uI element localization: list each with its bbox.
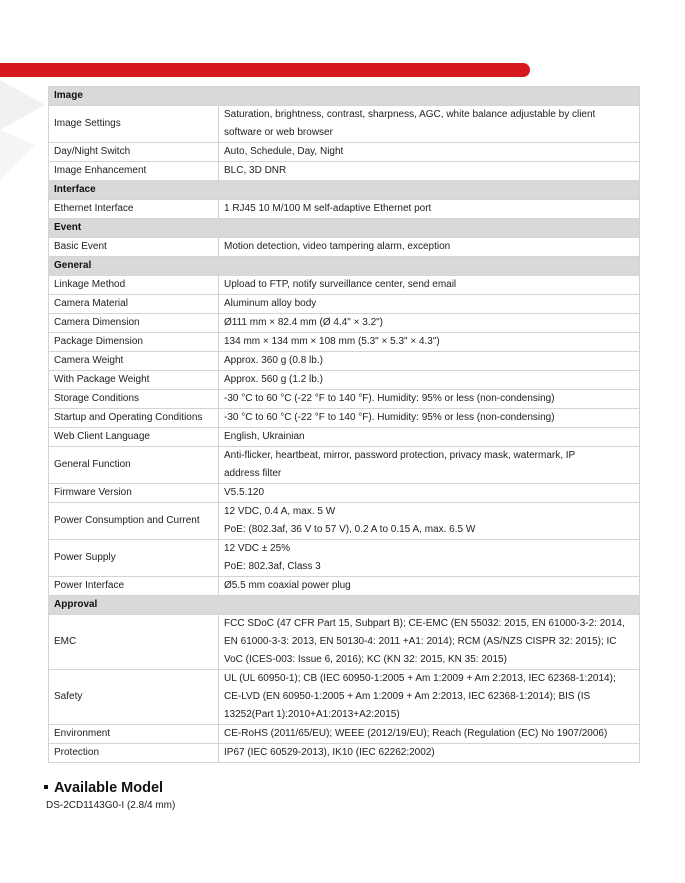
spec-value bbox=[219, 670, 640, 725]
spec-row bbox=[49, 352, 640, 371]
spec-value-line: 134 mm × 134 mm × 108 mm (5.3" × 5.3" × 4.3") bbox=[224, 336, 440, 347]
available-model-title: Available Model bbox=[54, 780, 164, 796]
spec-label: Linkage Method bbox=[49, 276, 219, 295]
section-header-row bbox=[49, 87, 640, 106]
spec-label: Camera Material bbox=[49, 295, 219, 314]
spec-value bbox=[219, 276, 640, 295]
section-title: Event bbox=[49, 219, 640, 238]
spec-value-line: software or web browser bbox=[224, 127, 333, 138]
spec-label: Basic Event bbox=[49, 238, 219, 257]
spec-value bbox=[219, 577, 640, 596]
spec-label: Package Dimension bbox=[49, 333, 219, 352]
spec-value bbox=[219, 333, 640, 352]
spec-row bbox=[49, 409, 640, 428]
section-title: Approval bbox=[49, 596, 640, 615]
available-model-heading bbox=[44, 780, 163, 796]
spec-value-line: Saturation, brightness, contrast, sharpness, AGC, white balance adjustable by client bbox=[224, 109, 596, 120]
spec-row bbox=[49, 503, 640, 540]
spec-value bbox=[219, 725, 640, 744]
spec-row bbox=[49, 540, 640, 577]
spec-value bbox=[219, 314, 640, 333]
spec-row bbox=[49, 276, 640, 295]
spec-table bbox=[48, 86, 640, 763]
spec-value bbox=[219, 371, 640, 390]
spec-label: Power Interface bbox=[49, 577, 219, 596]
spec-row bbox=[49, 447, 640, 484]
model-number: DS-2CD1143G0-I (2.8/4 mm) bbox=[46, 800, 176, 811]
spec-value-line: Auto, Schedule, Day, Night bbox=[224, 146, 344, 157]
spec-value-line: 13252(Part 1):2010+A1:2013+A2:2015) bbox=[224, 709, 400, 720]
spec-value-line: Approx. 360 g (0.8 lb.) bbox=[224, 355, 323, 366]
bullet-icon bbox=[44, 785, 48, 789]
spec-value-line: Ø5.5 mm coaxial power plug bbox=[224, 580, 351, 591]
spec-row bbox=[49, 371, 640, 390]
spec-row bbox=[49, 333, 640, 352]
spec-value-line: V5.5.120 bbox=[224, 487, 265, 498]
spec-row bbox=[49, 615, 640, 670]
spec-value-line: -30 °C to 60 °C (-22 °F to 140 °F). Humidity: 95% or less (non-condensing) bbox=[224, 393, 555, 404]
spec-value-line: 12 VDC ± 25% bbox=[224, 543, 291, 554]
spec-label: Environment bbox=[49, 725, 219, 744]
spec-value bbox=[219, 143, 640, 162]
spec-value-line: Upload to FTP, notify surveillance center, send email bbox=[224, 279, 457, 290]
spec-value-line: address filter bbox=[224, 468, 282, 479]
spec-row bbox=[49, 162, 640, 181]
spec-label: Power Consumption and Current bbox=[49, 503, 219, 540]
spec-value bbox=[219, 352, 640, 371]
spec-row bbox=[49, 725, 640, 744]
spec-row bbox=[49, 744, 640, 763]
spec-value bbox=[219, 238, 640, 257]
spec-row bbox=[49, 390, 640, 409]
spec-label: General Function bbox=[49, 447, 219, 484]
spec-value-line: Approx. 560 g (1.2 lb.) bbox=[224, 374, 323, 385]
section-title: Image bbox=[49, 87, 640, 106]
spec-value-line: 12 VDC, 0.4 A, max. 5 W bbox=[224, 506, 336, 517]
spec-value bbox=[219, 162, 640, 181]
spec-row bbox=[49, 200, 640, 219]
spec-value-line: FCC SDoC (47 CFR Part 15, Subpart B); CE-EMC (EN 55032: 2015, EN 61000-3-2: 2014, bbox=[224, 618, 625, 629]
spec-value-line: CE-RoHS (2011/65/EU); WEEE (2012/19/EU); Reach (Regulation (EC) No 1907/2006) bbox=[224, 728, 608, 739]
spec-label: Firmware Version bbox=[49, 484, 219, 503]
spec-value bbox=[219, 503, 640, 540]
spec-value-line: EN 61000-3-3: 2013, EN 50130-4: 2011 +A1: 2014); RCM (AS/NZS CISPR 32: 2015); IC bbox=[224, 636, 617, 647]
spec-label: Image Settings bbox=[49, 106, 219, 143]
section-header-row bbox=[49, 181, 640, 200]
spec-value bbox=[219, 428, 640, 447]
spec-value bbox=[219, 106, 640, 143]
spec-value-line: Motion detection, video tampering alarm, exception bbox=[224, 241, 451, 252]
spec-value-line: PoE: 802.3af, Class 3 bbox=[224, 561, 321, 572]
spec-value bbox=[219, 615, 640, 670]
spec-value-line: 1 RJ45 10 M/100 M self-adaptive Ethernet port bbox=[224, 203, 432, 214]
spec-row bbox=[49, 577, 640, 596]
spec-row bbox=[49, 295, 640, 314]
spec-value bbox=[219, 200, 640, 219]
spec-value bbox=[219, 390, 640, 409]
spec-label: Camera Weight bbox=[49, 352, 219, 371]
spec-value bbox=[219, 447, 640, 484]
header-accent-bar bbox=[0, 63, 530, 77]
spec-row bbox=[49, 428, 640, 447]
spec-value-line: PoE: (802.3af, 36 V to 57 V), 0.2 A to 0.15 A, max. 6.5 W bbox=[224, 524, 476, 535]
section-title: General bbox=[49, 257, 640, 276]
section-header-row bbox=[49, 257, 640, 276]
spec-row bbox=[49, 106, 640, 143]
spec-row bbox=[49, 143, 640, 162]
spec-value-line: -30 °C to 60 °C (-22 °F to 140 °F). Humidity: 95% or less (non-condensing) bbox=[224, 412, 555, 423]
spec-label: With Package Weight bbox=[49, 371, 219, 390]
spec-value-line: Anti-flicker, heartbeat, mirror, password protection, privacy mask, watermark, IP bbox=[224, 450, 576, 461]
section-title: Interface bbox=[49, 181, 640, 200]
spec-label: Web Client Language bbox=[49, 428, 219, 447]
spec-value bbox=[219, 409, 640, 428]
spec-label: Safety bbox=[49, 670, 219, 725]
spec-value-line: Ø111 mm × 82.4 mm (Ø 4.4" × 3.2") bbox=[224, 317, 384, 328]
spec-label: Storage Conditions bbox=[49, 390, 219, 409]
spec-value-line: VoC (ICES-003: Issue 6, 2016); KC (KN 32: 2015, KN 35: 2015) bbox=[224, 654, 507, 665]
spec-value-line: CE-LVD (EN 60950-1:2005 + Am 1:2009 + Am 2:2013, IEC 62368-1:2014); BIS (IS bbox=[224, 691, 591, 702]
spec-label: Camera Dimension bbox=[49, 314, 219, 333]
spec-value bbox=[219, 484, 640, 503]
spec-label: Day/Night Switch bbox=[49, 143, 219, 162]
spec-value-line: UL (UL 60950-1); CB (IEC 60950-1:2005 + Am 1:2009 + Am 2:2013, IEC 62368-1:2014); bbox=[224, 673, 616, 684]
spec-row bbox=[49, 670, 640, 725]
spec-row bbox=[49, 484, 640, 503]
spec-label: Protection bbox=[49, 744, 219, 763]
spec-value bbox=[219, 744, 640, 763]
spec-row bbox=[49, 314, 640, 333]
spec-value-line: BLC, 3D DNR bbox=[224, 165, 287, 176]
spec-label: Startup and Operating Conditions bbox=[49, 409, 219, 428]
spec-value-line: English, Ukrainian bbox=[224, 431, 305, 442]
spec-value-line: Aluminum alloy body bbox=[224, 298, 317, 309]
spec-value bbox=[219, 540, 640, 577]
spec-label: Ethernet Interface bbox=[49, 200, 219, 219]
spec-value bbox=[219, 295, 640, 314]
spec-row bbox=[49, 238, 640, 257]
section-header-row bbox=[49, 219, 640, 238]
spec-label: Image Enhancement bbox=[49, 162, 219, 181]
spec-label: Power Supply bbox=[49, 540, 219, 577]
spec-label: EMC bbox=[49, 615, 219, 670]
spec-value-line: IP67 (IEC 60529-2013), IK10 (IEC 62262:2002) bbox=[224, 747, 435, 758]
section-header-row bbox=[49, 596, 640, 615]
